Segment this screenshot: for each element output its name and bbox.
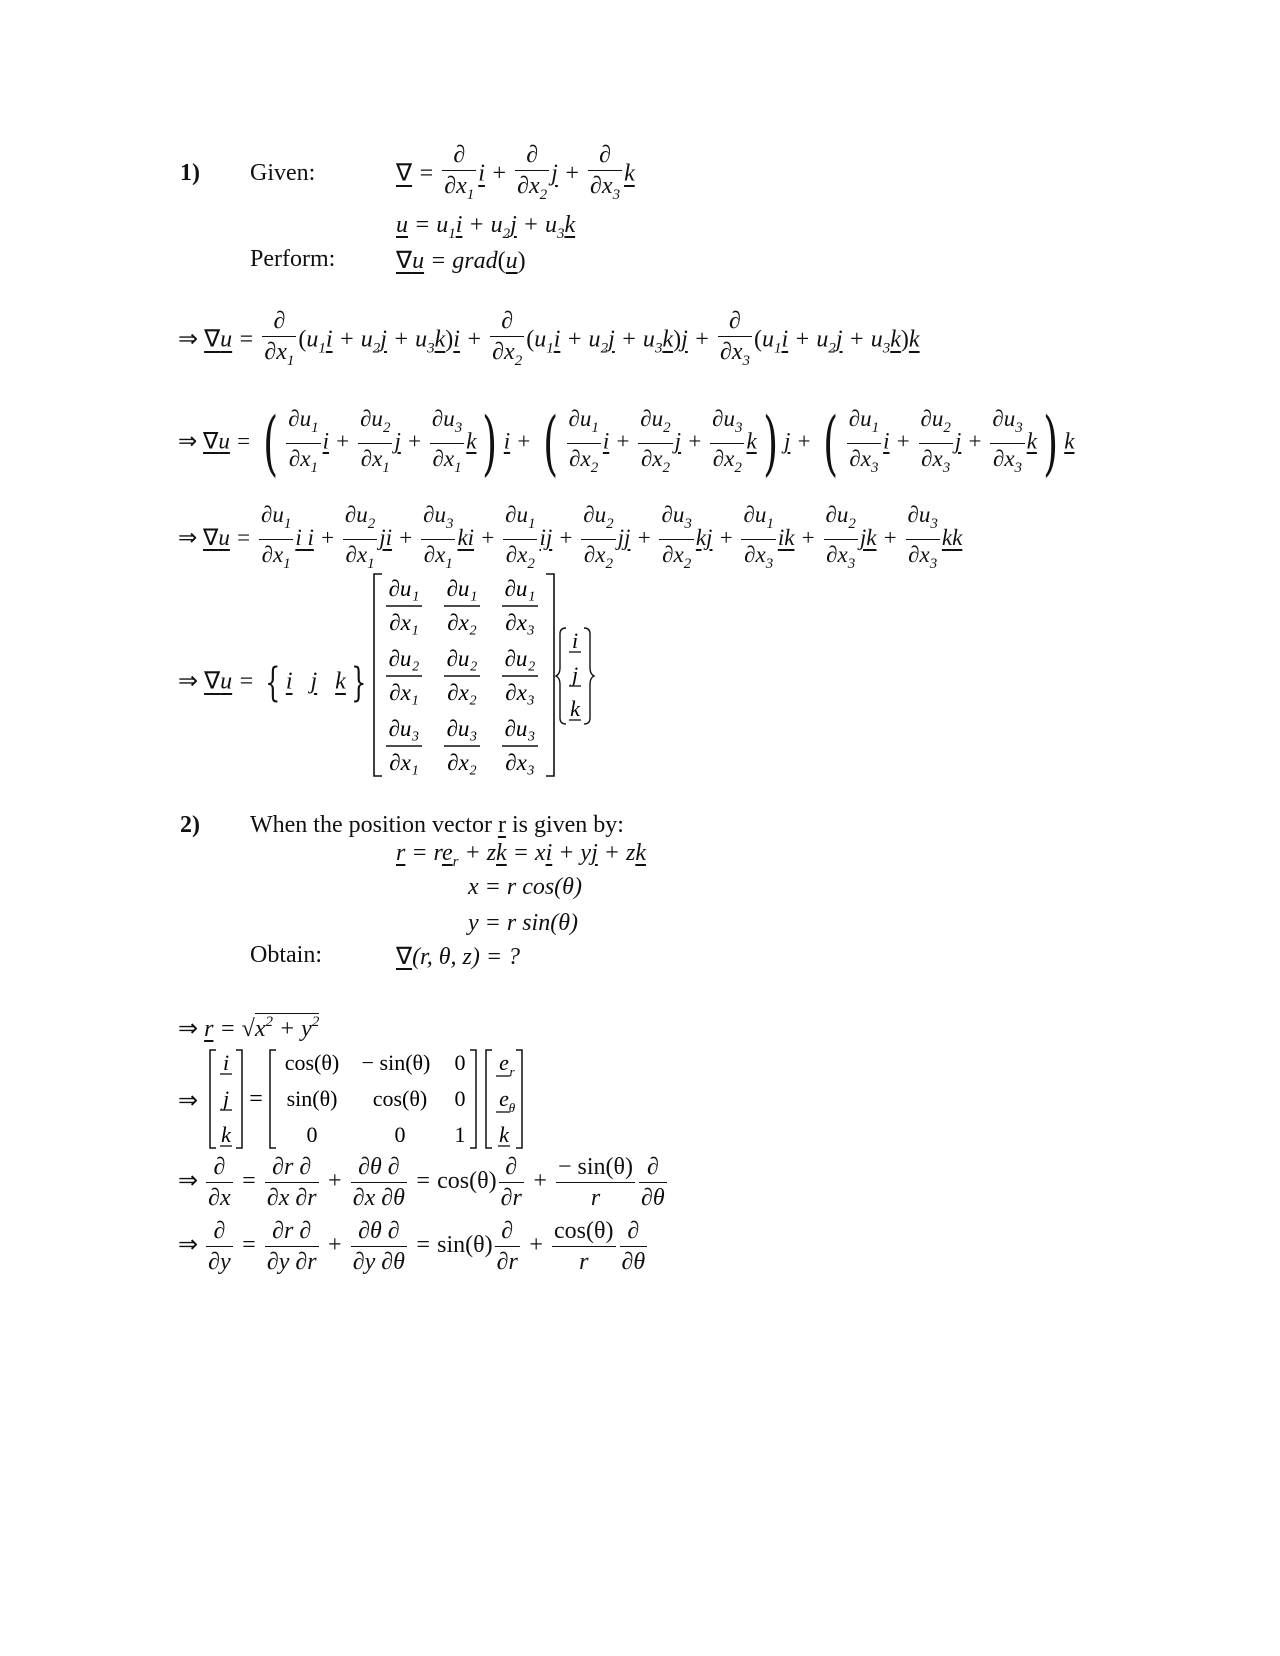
nabla-cylindrical: ∇(r, θ, z) = ?: [396, 944, 521, 970]
matrix-cell-2-0: 0: [306, 1122, 318, 1147]
svg-text:k: k: [570, 696, 580, 721]
r-magnitude-eq: ⇒ $r = √x^2 + y^2$: [178, 1014, 320, 1042]
svg-text:∂u₁: ∂u₁: [446, 576, 478, 601]
svg-text:∂u₂: ∂u₂: [388, 646, 420, 671]
nabla-definition: ∇ = ∂ $\partial x_1$ i + ∂ $\partial x_2$ j + ∂ $\partial x_3$ k: [396, 142, 635, 203]
derivation-line-1: ⇒ ∇u = ∂ $\partial x_1$ $(u_1i + u_2j + u_3k)i$ + ∂ $\partial x_2$ $(u_1i + u_2j + u_3k)j$ + ∂ $\partial x_3$ $(u_1i + u_2j + u_3k)k$: [178, 308, 920, 369]
svg-text:j: j: [222, 1086, 230, 1111]
svg-text:i: i: [222, 1050, 230, 1075]
svg-text:j: j: [571, 662, 579, 687]
matrix-cell-0-1: − sin(θ): [361, 1050, 431, 1075]
svg-text:k: k: [221, 1122, 231, 1147]
r-denominator-2: r: [579, 1249, 589, 1275]
y-equation: y = r sin(θ): [468, 910, 578, 936]
matrix-cell-2-2: 1: [454, 1122, 466, 1147]
svg-text:∂x₂: ∂x₂: [447, 750, 477, 775]
svg-text:=: =: [249, 1086, 263, 1112]
svg-text:∂u₁: ∂u₁: [504, 576, 536, 601]
perform-label: Perform:: [250, 246, 336, 272]
svg-text:∂x₁: ∂x₁: [389, 750, 419, 775]
partial-y-eq: ⇒ ∂ ∂y = $\frac{\partial r \partial}{\partial y \partial r}$ + $\frac{\partial\theta \partial}{\partial y \partial\theta}$ = sin(θ) ∂ ∂r + $\frac{\cos(\theta)}{r}$ ∂ ∂θ: [178, 1218, 646, 1275]
position-vector-eq: $r = re_r$ + zk = xi + yj + zk: [396, 840, 646, 870]
grad-word: grad: [452, 248, 498, 274]
transformation-equation: [206, 1048, 536, 1150]
statement-var: r: [497, 812, 506, 838]
derivation-line-4-lhs: ⇒ ∇u = { i j k }: [178, 660, 367, 706]
given-label: Given:: [250, 160, 316, 186]
svg-text:i: i: [571, 628, 579, 653]
partial-x-eq: ⇒ ∂ ∂x = $\frac{\partial r \partial}{\partial x \partial r}$ + $\frac{\partial\theta \partial}{\partial x \partial\theta}$ = cos(θ) ∂ ∂r + $\frac{- \sin(\theta)}{r}$ ∂ ∂θ: [178, 1154, 665, 1211]
u-definition: $u = u_1i + u_2j + u_3k$: [396, 212, 576, 242]
problem-1-number: 1): [180, 160, 200, 186]
derivation-line-2: ⇒ ∇u = ( $\frac{\partial u_1}{\partial x_1}$ i + $\frac{\partial u_2}{\partial x_1}$ j + $\frac{\partial u_3}{\partial x_1}$ k) i + ( $\frac{\partial u_1}{\partial x_2}$ i + $\frac{\partial u_2}{\partial x_2}$ j + $\frac{\partial u_3}{\partial x_2}$ k) j + ( $\frac{\partial u_1}{\partial x_3}$ i + $\frac{\partial u_2}{\partial x_3}$ j + $\frac{\partial u_3}{\partial x_3}$ k) k: [178, 402, 1075, 484]
svg-text:k: k: [499, 1122, 509, 1147]
statement-pre: When the position vector: [250, 812, 498, 838]
cos-numerator: cos(θ): [552, 1216, 615, 1247]
transform-arrow: ⇒: [178, 1088, 199, 1114]
svg-text:∂u₃: ∂u₃: [504, 716, 536, 741]
matrix-cell-0-2: 0: [454, 1050, 466, 1075]
problem-2-number: 2): [180, 812, 200, 838]
svg-text:e: e: [499, 1086, 509, 1111]
svg-text:∂x₂: ∂x₂: [447, 680, 477, 705]
svg-text:∂x₃: ∂x₃: [505, 750, 535, 775]
svg-text:∂x₃: ∂x₃: [505, 680, 535, 705]
grad-statement: ∇u = grad(u): [396, 248, 526, 274]
svg-text:θ: θ: [508, 1100, 516, 1115]
r-denominator-1: r: [590, 1185, 601, 1211]
obtain-label: Obtain:: [250, 942, 322, 968]
gradient-matrix: [370, 570, 600, 780]
matrix-cell-1-2: 0: [454, 1086, 466, 1111]
svg-text:e: e: [499, 1050, 509, 1075]
matrix-cell-0-0: cos(θ): [284, 1050, 340, 1075]
problem-2-statement: [250, 812, 624, 839]
svg-text:∂u₃: ∂u₃: [388, 716, 420, 741]
grad-arg: u: [505, 248, 518, 274]
svg-text:r: r: [509, 1064, 515, 1079]
sin-coefficient: sin(θ): [437, 1232, 493, 1259]
nabla-args: (r, θ, z) = ?: [412, 944, 521, 970]
svg-text:∂u₃: ∂u₃: [446, 716, 478, 741]
svg-text:∂x₃: ∂x₃: [505, 610, 535, 635]
svg-text:∂x₁: ∂x₁: [389, 680, 419, 705]
svg-text:∂u₂: ∂u₂: [446, 646, 478, 671]
matrix-cell-2-1: 0: [394, 1122, 406, 1147]
svg-text:∂x₁: ∂x₁: [389, 610, 419, 635]
x-equation: x = r cos(θ): [468, 874, 582, 900]
svg-text:∂u₁: ∂u₁: [388, 576, 420, 601]
matrix-cell-1-1: cos(θ): [372, 1086, 428, 1111]
svg-text:∂x₂: ∂x₂: [447, 610, 477, 635]
svg-text:∂u₂: ∂u₂: [504, 646, 536, 671]
statement-post: is given by:: [505, 812, 624, 838]
neg-sin-numerator: − sin(θ): [556, 1152, 635, 1183]
derivation-line-3: ⇒ ∇u = $\frac{\partial u_1}{\partial x_1}$ i i + $\frac{\partial u_2}{\partial x_1}$ ji + $\frac{\partial u_3}{\partial x_1}$ ki + $\frac{\partial u_1}{\partial x_2}$ ij + $\frac{\partial u_2}{\partial x_2}$ jj + $\frac{\partial u_3}{\partial x_2}$ kj + $\frac{\partial u_1}{\partial x_3}$ ik + $\frac{\partial u_2}{\partial x_3}$ jk + $\frac{\partial u_3}{\partial x_3}$ kk: [178, 502, 963, 572]
matrix-cell-1-0: sin(θ): [286, 1086, 338, 1111]
cos-coefficient: cos(θ): [437, 1168, 497, 1195]
